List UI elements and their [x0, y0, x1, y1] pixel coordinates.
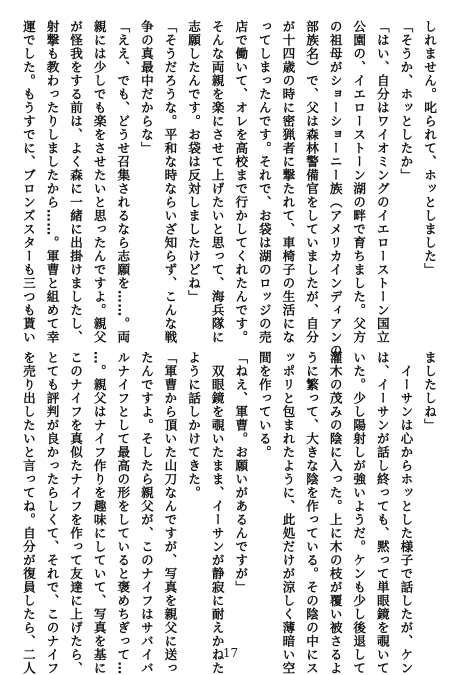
text-column: 「そうか、ホッとしたか」 [398, 20, 414, 182]
text-column: が十四歳の時に密猟者に撃たれて、車椅子の生活にな [280, 20, 296, 344]
text-column: ましたしね」 [422, 351, 437, 432]
text-column: そんな両親を楽にさせて上げたいと思って、海兵隊に [209, 20, 225, 344]
text-column: ように話しかけてきた。 [186, 351, 202, 500]
text-column: の祖母がショーショーニー族（アメリカインディアンの [327, 20, 343, 358]
text-column: 「はい、自分はワイオミングのイエローストーン国立 [374, 20, 390, 344]
text-column: は、イーサンが話し終っても、黙って単眼鏡を覗いて [374, 351, 390, 675]
text-column: 灌木の茂みの陰に入った。上に木の枝が覆い被さるよ [327, 351, 343, 675]
upper-text-block [16, 20, 441, 358]
text-column: 射撃も教わったりしましたから……。軍曹と組めて幸 [44, 20, 60, 344]
text-column: ッポリと包まれたように、此処だけが涼しく薄暗い空 [280, 351, 296, 675]
text-column: とても評判が良かったらしくて、それで、このナイフ [44, 351, 60, 675]
text-column: いた。少し陽射しが強いようだ。ケンも少し後退して [351, 351, 367, 675]
text-column: 志願したんです。お袋は反対しましたけどね」 [186, 20, 202, 304]
text-column: 間を作っている。 [256, 351, 272, 459]
text-column: 店で働いて、オレを高校まで行かしてくれたんです。 [233, 20, 249, 344]
text-column: が怪我をする前は、よく森に一緒に出掛けましたし、 [68, 20, 84, 344]
text-column: うに繁って、大きな陰を作っている。その陰の中にス [304, 351, 320, 675]
text-column: 双眼鏡を覗いたまま、イーサンが静寂に耐えかねた [209, 351, 225, 675]
text-column: 親には少しでも楽をさせたいと思ったんですよ。親父 [91, 20, 107, 344]
text-column: 「軍曹から頂いた山刀なんですが、写真を親父に送っ [162, 351, 178, 675]
text-column: 運でした。もうすでに、ブロンズスターも三つも貰い [20, 20, 36, 344]
text-column: たんですよ。そしたら親父が、このナイフはサバイバ [138, 351, 154, 675]
text-column: イーサンは心からホッとした様子で話したが、ケン [398, 351, 414, 675]
text-column: ルナイフとして最高の形をしていると褒めちぎって… [115, 351, 131, 675]
text-column: 「ねえ、軍曹。お願いがあるんですが」 [233, 351, 249, 594]
text-column: 公園の、イエローストーン湖の畔で育ちました。父方 [351, 20, 367, 344]
text-column: …。親父はナイフ作りを趣味にしていて、写真を基に [91, 351, 107, 675]
text-column: 「ええ、でも、どうせ召集されるなら志願を……。両 [115, 20, 131, 344]
lower-text-block [16, 351, 441, 675]
text-column: 争の真最中だからな」 [138, 20, 154, 155]
text-column: ってしまったんです。それで、お袋は湖のロッジの売 [256, 20, 272, 344]
text-column: を売り出したいと言ってね。自分が復員したら、二人 [20, 351, 36, 675]
text-column: 「そうだろうな。平和な時ならいざ知らず、こんな戦 [162, 20, 178, 344]
page-number: 17 [222, 646, 239, 660]
text-column: このナイフを真似たナイフを作って友達に上げたら、 [68, 351, 84, 675]
text-column: しれません。叱られて、ホッとしました」 [422, 20, 437, 277]
text-column: 部族名）で、父は森林警備官をしていましたが、自分 [304, 20, 320, 344]
